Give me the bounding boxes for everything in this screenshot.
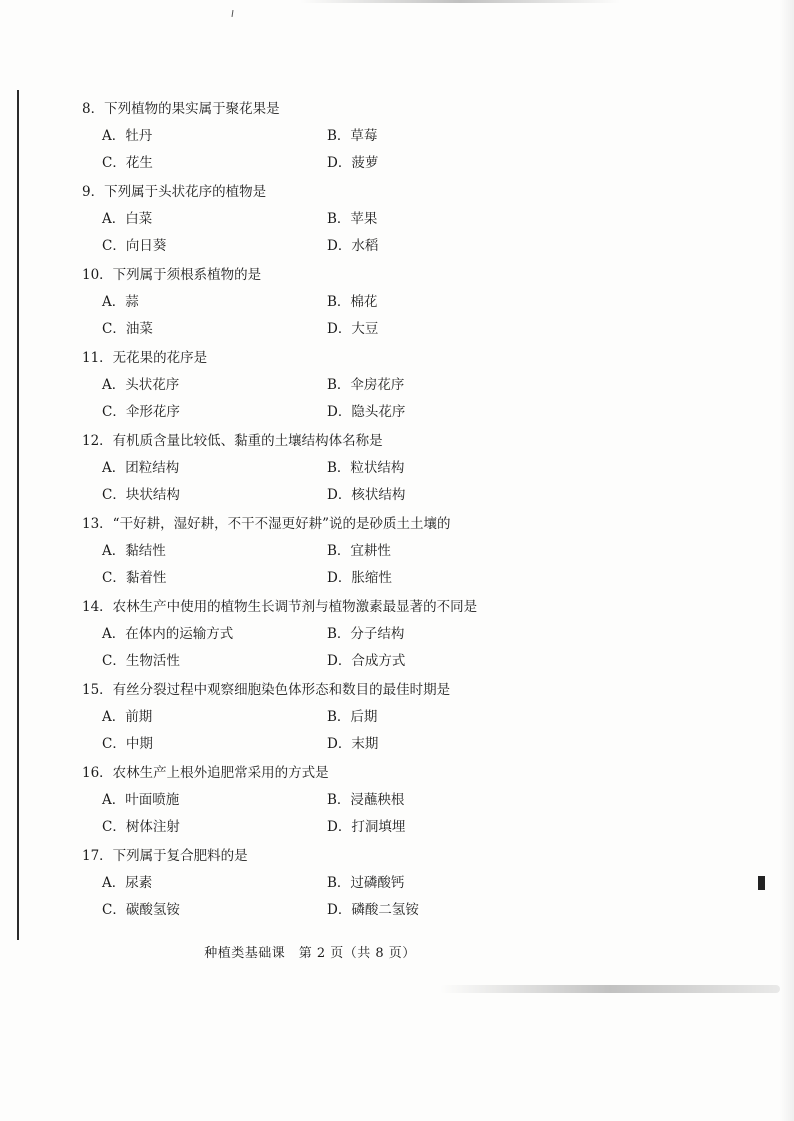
- option-a: A．团粒结构: [102, 460, 180, 476]
- question-12: [82, 430, 742, 513]
- option-b: B．浸蘸秧根: [327, 792, 405, 808]
- registration-mark: [758, 876, 765, 890]
- scan-shadow-top: [300, 0, 620, 3]
- question-stem: 11．无花果的花序是: [82, 350, 208, 366]
- option-grid: [102, 125, 742, 174]
- option-c: C．黏着性: [102, 570, 167, 586]
- option-b: B．分子结构: [327, 626, 405, 642]
- option-a: A．蒜: [102, 294, 139, 310]
- left-margin-rule: [17, 90, 19, 940]
- question-15: [82, 679, 742, 762]
- option-c: C．向日葵: [102, 238, 167, 254]
- question-9: [82, 181, 742, 264]
- option-b: B．过磷酸钙: [327, 875, 405, 891]
- option-grid: [102, 291, 742, 340]
- question-10: [82, 264, 742, 347]
- page-footer: 种植类基础课 第 2 页（共 8 页）: [204, 946, 416, 961]
- question-13: [82, 513, 742, 596]
- question-8: [82, 98, 742, 181]
- option-d: D．胀缩性: [327, 570, 392, 586]
- question-stem: 17．下列属于复合肥料的是: [82, 848, 248, 864]
- option-c: C．碳酸氢铵: [102, 902, 180, 918]
- question-stem: 15．有丝分裂过程中观察细胞染色体形态和数目的最佳时期是: [82, 682, 451, 698]
- option-c: C．花生: [102, 155, 153, 171]
- question-17: [82, 845, 742, 928]
- option-a: A．尿素: [102, 875, 153, 891]
- option-b: B．苹果: [327, 211, 378, 227]
- option-grid: [102, 706, 742, 755]
- question-stem: 9．下列属于头状花序的植物是: [82, 184, 267, 200]
- option-a: A．前期: [102, 709, 153, 725]
- option-d: D．核状结构: [327, 487, 406, 503]
- option-d: D．菠萝: [327, 155, 379, 171]
- option-grid: [102, 872, 742, 921]
- option-c: C．中期: [102, 736, 153, 752]
- question-stem: 10．下列属于须根系植物的是: [82, 267, 262, 283]
- option-a: A．头状花序: [102, 377, 180, 393]
- option-a: A．在体内的运输方式: [102, 626, 234, 642]
- option-d: D．大豆: [327, 321, 379, 337]
- option-d: D．合成方式: [327, 653, 406, 669]
- option-c: C．块状结构: [102, 487, 180, 503]
- option-c: C．生物活性: [102, 653, 180, 669]
- option-d: D．水稻: [327, 238, 379, 254]
- option-grid: [102, 623, 742, 672]
- option-a: A．黏结性: [102, 543, 166, 559]
- question-list: [82, 98, 742, 928]
- scan-mark: [232, 10, 234, 17]
- option-a: A．牡丹: [102, 128, 153, 144]
- option-d: D．末期: [327, 736, 379, 752]
- option-grid: [102, 457, 742, 506]
- question-stem: 12．有机质含量比较低、黏重的土壤结构体名称是: [82, 433, 383, 449]
- option-grid: [102, 540, 742, 589]
- scan-shadow-bottom: [440, 985, 780, 993]
- option-grid: [102, 374, 742, 423]
- option-c: C．油菜: [102, 321, 153, 337]
- option-b: B．棉花: [327, 294, 378, 310]
- question-stem: 14．农林生产中使用的植物生长调节剂与植物激素最显著的不同是: [82, 599, 478, 615]
- question-11: [82, 347, 742, 430]
- scan-edge-right: [780, 0, 794, 1121]
- question-14: [82, 596, 742, 679]
- option-c: C．树体注射: [102, 819, 180, 835]
- option-b: B．宜耕性: [327, 543, 391, 559]
- option-a: A．白菜: [102, 211, 153, 227]
- option-d: D．打洞填埋: [327, 819, 406, 835]
- option-d: D．隐头花序: [327, 404, 406, 420]
- question-stem: 8．下列植物的果实属于聚花果是: [82, 101, 280, 117]
- option-b: B．后期: [327, 709, 378, 725]
- option-a: A．叶面喷施: [102, 792, 180, 808]
- option-d: D．磷酸二氢铵: [327, 902, 419, 918]
- option-c: C．伞形花序: [102, 404, 180, 420]
- option-b: B．粒状结构: [327, 460, 405, 476]
- option-grid: [102, 789, 742, 838]
- question-stem: 16．农林生产上根外追肥常采用的方式是: [82, 765, 329, 781]
- question-stem: 13．“干好耕，湿好耕，不干不湿更好耕”说的是砂质土土壤的: [82, 516, 451, 532]
- option-b: B．伞房花序: [327, 377, 405, 393]
- question-16: [82, 762, 742, 845]
- option-b: B．草莓: [327, 128, 378, 144]
- option-grid: [102, 208, 742, 257]
